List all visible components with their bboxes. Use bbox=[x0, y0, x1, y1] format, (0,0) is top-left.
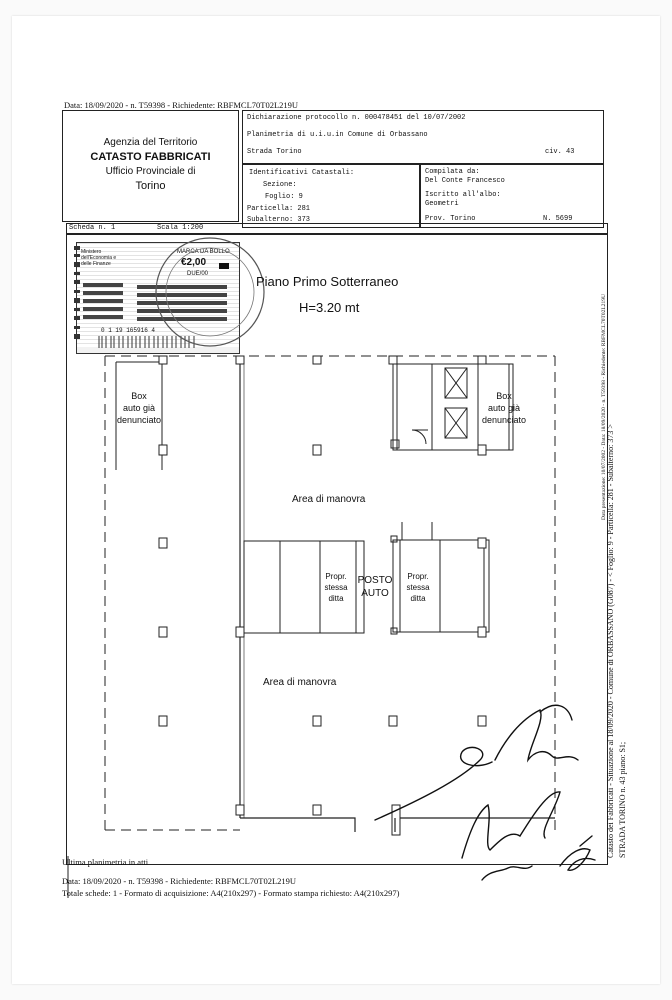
ufficio-city: Torino bbox=[135, 180, 166, 192]
side-presentation-text: Data presentazione: 10/07/2002 - Data: 18/09/2020 - n. T59398 - Richiedente: RBFMCL70T02L219U bbox=[601, 294, 607, 520]
propr-right-line2: stessa bbox=[406, 583, 430, 592]
posto-line1: POSTO bbox=[357, 575, 393, 586]
albo-value: Geometri bbox=[425, 200, 459, 208]
scala-label: Scala 1:200 bbox=[157, 224, 204, 232]
footer-bracket bbox=[58, 854, 78, 904]
ufficio-label: Ufficio Provinciale di bbox=[105, 166, 196, 177]
footer-totale: Totale schede: 1 - Formato di acquisizione: A4(210x297) - Formato stampa richiesto: A4(210x297) bbox=[62, 888, 400, 898]
iscritto-label: Iscritto all'albo: bbox=[425, 191, 501, 199]
plan-title: Piano Primo Sotterraneo bbox=[256, 274, 399, 289]
catasto-title: CATASTO FABBRICATI bbox=[90, 151, 211, 163]
box-right-line2: auto già bbox=[487, 403, 521, 413]
sezione-label: Sezione: bbox=[263, 181, 297, 189]
stamp-marca: MARCA DA BOLLO bbox=[177, 249, 230, 255]
box-right-line1: Box bbox=[496, 391, 512, 401]
stamp-barcode-number: 0 1 19 165916 4 bbox=[101, 327, 156, 334]
plan-height: H=3.20 mt bbox=[299, 300, 360, 315]
foglio-value: Foglio: 9 bbox=[265, 193, 303, 201]
area-manovra-1: Area di manovra bbox=[292, 494, 366, 505]
street-text: Strada Torino bbox=[247, 148, 302, 156]
identificativi-title: Identificativi Catastali: bbox=[249, 169, 355, 177]
propr-right-line3: ditta bbox=[410, 594, 426, 603]
prov-value: Prov. Torino bbox=[425, 215, 476, 223]
civic-number: civ. 43 bbox=[545, 148, 575, 156]
propr-left-line1: Propr. bbox=[325, 572, 347, 581]
declaration-text: Dichiarazione protocollo n. 000478451 del 10/07/2002 bbox=[247, 114, 466, 122]
agency-name: Agenzia del Territorio bbox=[103, 137, 198, 148]
stamp-ministero: Ministero dell'Economia e delle Finanze bbox=[81, 249, 117, 267]
propr-left-line2: stessa bbox=[324, 583, 348, 592]
planimetria-text: Planimetria di u.i.u.in Comune di Orbassano bbox=[247, 131, 428, 139]
compilata-name: Del Conte Francesco bbox=[425, 177, 505, 185]
box-left-line2: auto già bbox=[122, 403, 156, 413]
stamp-amount: €2,00 bbox=[181, 257, 207, 268]
stamp-due: DUE/00 bbox=[187, 271, 209, 277]
footer-data: Data: 18/09/2020 - n. T59398 - Richiedente: RBFMCL70T02L219U bbox=[62, 876, 297, 886]
area-manovra-2: Area di manovra bbox=[263, 677, 337, 688]
propr-left-line3: ditta bbox=[328, 594, 344, 603]
posto-line2: AUTO bbox=[361, 588, 389, 599]
box-left-line1: Box bbox=[131, 391, 147, 401]
particella-value: Particella: 281 bbox=[247, 205, 311, 213]
subalterno-value: Subalterno: 373 bbox=[247, 216, 311, 224]
scheda-label: Scheda n. 1 bbox=[69, 224, 116, 232]
box-left-line3: denunciato bbox=[116, 415, 162, 425]
propr-right-line1: Propr. bbox=[407, 572, 429, 581]
header-request-line: Data: 18/09/2020 - n. T59398 - Richiedente: RBFMCL70T02L219U bbox=[64, 100, 299, 110]
side-catasto-line2: STRADA TORINO n. 43 piano: S1; bbox=[618, 741, 627, 858]
compilata-title: Compilata da: bbox=[425, 168, 480, 176]
footer-ultima: Ultima planimetria in atti bbox=[62, 857, 149, 867]
albo-number: N. 5699 bbox=[543, 215, 573, 223]
box-right-line3: denunciato bbox=[481, 415, 527, 425]
side-catasto-line1: Catasto dei Fabbricati - Situazione al 18/09/2020 - Comune di ORBASSANO (G087) - < Foglio: 9 - Particella: 281 - Subalterno: 373 > bbox=[606, 424, 615, 858]
